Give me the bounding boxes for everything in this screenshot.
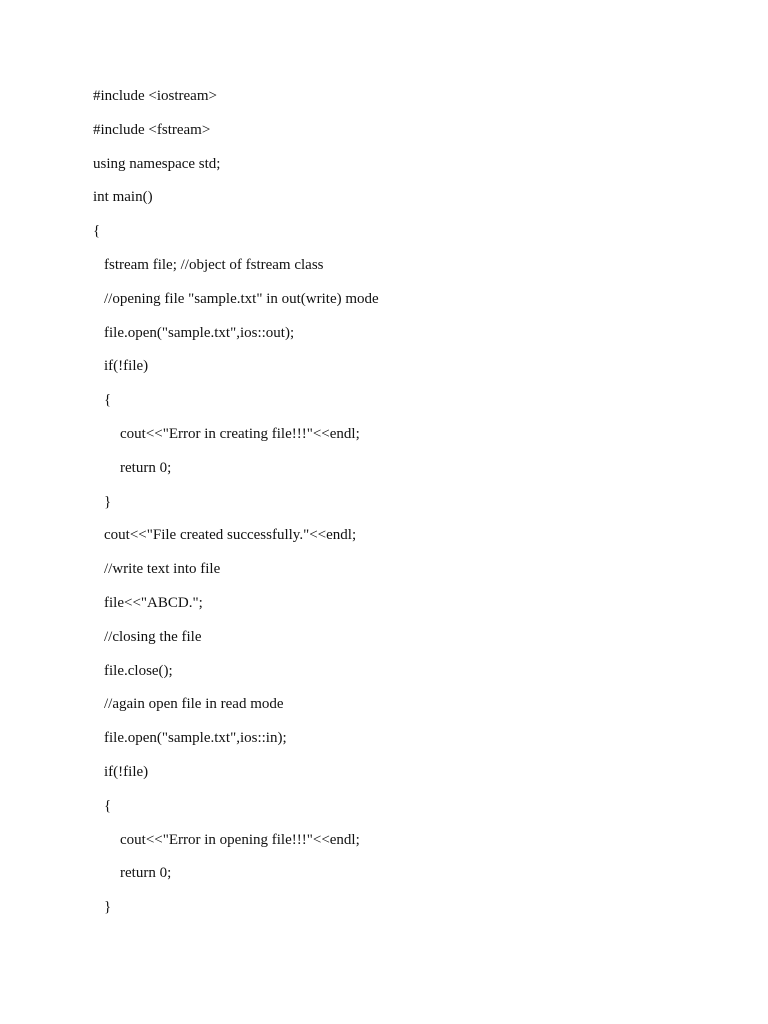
code-line-include-iostream: #include <iostream>	[93, 88, 217, 104]
code-line-if-close-brace-2: }	[104, 899, 112, 916]
code-line-fstream-declaration: fstream file; //object of fstream class	[104, 256, 324, 273]
code-line-return-zero-2: return 0;	[120, 865, 172, 882]
code-line-comment-open-write: //opening file "sample.txt" in out(write) mode	[104, 290, 379, 307]
code-line-open-in: file.open("sample.txt",ios::in);	[104, 730, 287, 747]
code-line-comment-closing: //closing the file	[104, 628, 202, 645]
code-line-include-fstream: #include <fstream>	[93, 121, 211, 138]
code-line-cout-error-creating: cout<<"Error in creating file!!!"<<endl;	[120, 425, 360, 442]
code-line-write-abcd: file<<"ABCD.";	[104, 594, 203, 611]
code-line-if-close-brace: }	[104, 493, 112, 510]
code-line-comment-read-mode: //again open file in read mode	[104, 696, 284, 713]
code-listing	[93, 86, 733, 931]
code-line-if-open-brace-2: {	[104, 797, 112, 814]
code-line-if-not-file: if(!file)	[104, 358, 149, 375]
code-line-open-out: file.open("sample.txt",ios::out);	[104, 324, 295, 341]
code-line-main-signature: int main()	[93, 189, 153, 206]
code-line-return-zero: return 0;	[120, 459, 172, 476]
code-line-cout-created: cout<<"File created successfully."<<endl;	[104, 527, 357, 544]
code-line-file-close: file.close();	[104, 662, 173, 679]
code-line-using-namespace: using namespace std;	[93, 155, 221, 172]
code-line-cout-error-opening: cout<<"Error in opening file!!!"<<endl;	[120, 831, 360, 848]
code-line-if-open-brace: {	[104, 392, 112, 409]
code-line-comment-write: //write text into file	[104, 561, 221, 578]
code-line-if-not-file-2: if(!file)	[104, 763, 149, 780]
code-line-main-open-brace: {	[93, 223, 101, 240]
